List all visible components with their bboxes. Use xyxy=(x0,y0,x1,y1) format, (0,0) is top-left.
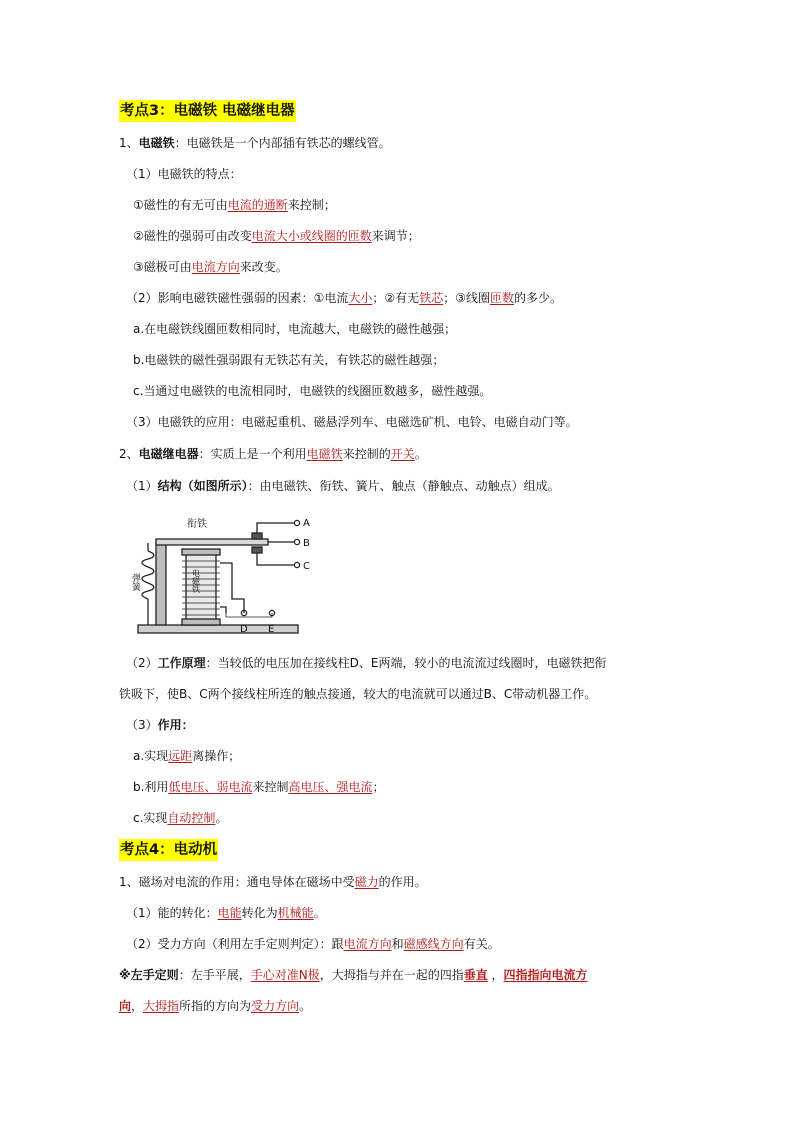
keyword: 磁力 xyxy=(354,875,379,889)
effect-a xyxy=(133,747,240,765)
applications: （3）电磁铁的应用：电磁起重机、磁悬浮列车、电磁选矿机、电铃、电磁自动门等。 xyxy=(126,415,578,429)
text: 1、磁场对电流的作用：通电导体在磁场中受 xyxy=(119,875,355,889)
keyword: 自动控制 xyxy=(167,811,216,825)
text: 来控制 xyxy=(252,780,289,794)
para-text: ：电磁铁是一个内部插有铁芯的螺线管。 xyxy=(174,136,391,150)
keyword: 四指指向电流方 xyxy=(503,968,588,982)
keyword: 向 xyxy=(119,999,132,1013)
factor-c: c.当通过电磁铁的电流相同时，电磁铁的线圈匝数越多，磁性越强。 xyxy=(133,384,492,398)
keyword: 大小 xyxy=(348,291,373,305)
term-effect: 作用： xyxy=(157,718,194,732)
keyword: 电流大小或线圈的匝数 xyxy=(251,229,372,243)
keyword: 机械能 xyxy=(277,906,314,920)
label-spring: 弹簧 xyxy=(130,573,140,591)
text: （2） xyxy=(126,656,158,670)
text: 有关。 xyxy=(463,937,500,951)
text: ， xyxy=(131,999,144,1013)
keyword: 匝数 xyxy=(489,291,514,305)
text: 的作用。 xyxy=(378,875,427,889)
text: 离操作； xyxy=(192,749,241,763)
text: 来控制； xyxy=(287,198,336,212)
text: 。 xyxy=(299,999,312,1013)
label-e: E xyxy=(268,624,275,635)
keyword: 电磁铁 xyxy=(306,447,343,461)
label-a: A xyxy=(303,518,310,529)
text: ：由电磁铁、衔铁、簧片、触点（静触点、动触点）组成。 xyxy=(247,479,560,493)
feature-2 xyxy=(133,227,420,245)
armature xyxy=(156,539,268,545)
working-principle-2: 铁吸下，使B、C两个接线柱所连的触点接通，较大的电流就可以通过B、C带动机器工作。 xyxy=(119,687,597,701)
core xyxy=(186,551,216,625)
keyword: 高电压、强电流 xyxy=(288,780,373,794)
label-b: B xyxy=(303,538,310,549)
text: 。 xyxy=(414,447,427,461)
text: 。 xyxy=(215,811,228,825)
keyword: 手心对准N极 xyxy=(250,968,320,982)
label-d: D xyxy=(240,624,248,635)
term-electromagnet: 电磁铁 xyxy=(138,136,175,150)
text: 的多少。 xyxy=(513,291,562,305)
text: a.实现 xyxy=(133,749,169,763)
text: （2）受力方向（利用左手定则判定）：跟 xyxy=(126,937,344,951)
text: ：实质上是一个利用 xyxy=(198,447,307,461)
para-force xyxy=(119,873,427,891)
spring xyxy=(142,551,154,599)
para-number: 2、 xyxy=(119,447,139,461)
text: （1）能的转化： xyxy=(126,906,218,920)
para-number: 1、 xyxy=(119,136,139,150)
text: ， xyxy=(487,968,504,982)
keyword: 电流方向 xyxy=(191,260,240,274)
text: （3） xyxy=(126,718,158,732)
feature-1 xyxy=(133,196,336,214)
text: 。 xyxy=(313,906,326,920)
text: ； xyxy=(372,780,385,794)
terminal-c xyxy=(294,562,299,567)
term-principle: 工作原理 xyxy=(157,656,206,670)
effect-title xyxy=(126,716,194,734)
keyword: 铁芯 xyxy=(419,291,444,305)
section-heading-4: 考点4：电动机 xyxy=(119,839,218,861)
text: 来控制的 xyxy=(342,447,391,461)
factor-b: b.电磁铁的磁性强弱跟有无铁芯有关，有铁芯的磁性越强； xyxy=(133,353,445,367)
label-armature: 衔铁 xyxy=(187,519,207,530)
text: 来调节； xyxy=(371,229,420,243)
text: 来改变。 xyxy=(239,260,288,274)
label-magnet: 电磁铁 xyxy=(191,569,201,593)
left-hand-rule-1 xyxy=(119,966,588,984)
term-structure: 结构（如图所示） xyxy=(157,479,248,493)
working-principle-1 xyxy=(126,654,606,672)
terminal-b xyxy=(294,539,299,544)
feature-3 xyxy=(133,258,288,276)
text: ：当较低的电压加在接线柱D、E两端，较小的电流流过线圈时，电磁铁把衔 xyxy=(205,656,607,670)
text: ，大拇指与并在一起的四指 xyxy=(319,968,464,982)
term-left-hand-rule: 左手定则 xyxy=(130,968,179,982)
structure xyxy=(126,477,560,495)
sub-features: （1）电磁铁的特点： xyxy=(126,167,242,181)
text: ；③线圈 xyxy=(443,291,490,305)
factor-a: a.在电磁铁线圈匝数相同时，电流越大，电磁铁的磁性越强； xyxy=(133,322,457,336)
term-relay: 电磁继电器 xyxy=(138,447,199,461)
effect-b xyxy=(133,778,385,796)
text: ②磁性的强弱可由改变 xyxy=(133,229,252,243)
energy-conversion xyxy=(126,904,326,922)
keyword: 远距 xyxy=(168,749,193,763)
text: （2）影响电磁铁磁性强弱的因素：①电流 xyxy=(126,291,349,305)
terminal-a xyxy=(294,520,299,525)
left-hand-rule-2 xyxy=(119,997,311,1015)
text: 转化为 xyxy=(241,906,278,920)
para-electromagnet xyxy=(119,134,391,152)
force-direction xyxy=(126,935,500,953)
keyword: 电能 xyxy=(217,906,242,920)
text: ；②有无 xyxy=(372,291,420,305)
text: c.实现 xyxy=(133,811,168,825)
keyword: 磁感线方向 xyxy=(403,937,464,951)
text: 和 xyxy=(391,937,404,951)
keyword: 电流方向 xyxy=(343,937,392,951)
text: ①磁性的有无可由 xyxy=(133,198,228,212)
effect-c xyxy=(133,809,227,827)
section-heading-3: 考点3：电磁铁 电磁继电器 xyxy=(119,100,296,122)
label-c: C xyxy=(303,561,310,572)
text: b.利用 xyxy=(133,780,169,794)
keyword: 低电压、弱电流 xyxy=(168,780,253,794)
para-relay xyxy=(119,445,427,463)
relay-diagram xyxy=(130,513,334,641)
keyword: 开关 xyxy=(390,447,415,461)
contact-upper xyxy=(252,533,262,539)
keyword: 大拇指 xyxy=(143,999,180,1013)
text: 所指的方向为 xyxy=(179,999,252,1013)
text: ：左手平展， xyxy=(178,968,251,982)
keyword: 电流的通断 xyxy=(227,198,288,212)
keyword: 垂直 xyxy=(463,968,488,982)
keyword: 受力方向 xyxy=(251,999,300,1013)
text: ③磁极可由 xyxy=(133,260,192,274)
yoke xyxy=(156,541,166,625)
contact-lower xyxy=(252,547,262,553)
text: （1） xyxy=(126,479,158,493)
factors xyxy=(126,289,562,307)
rule-mark: ※ xyxy=(119,968,131,982)
